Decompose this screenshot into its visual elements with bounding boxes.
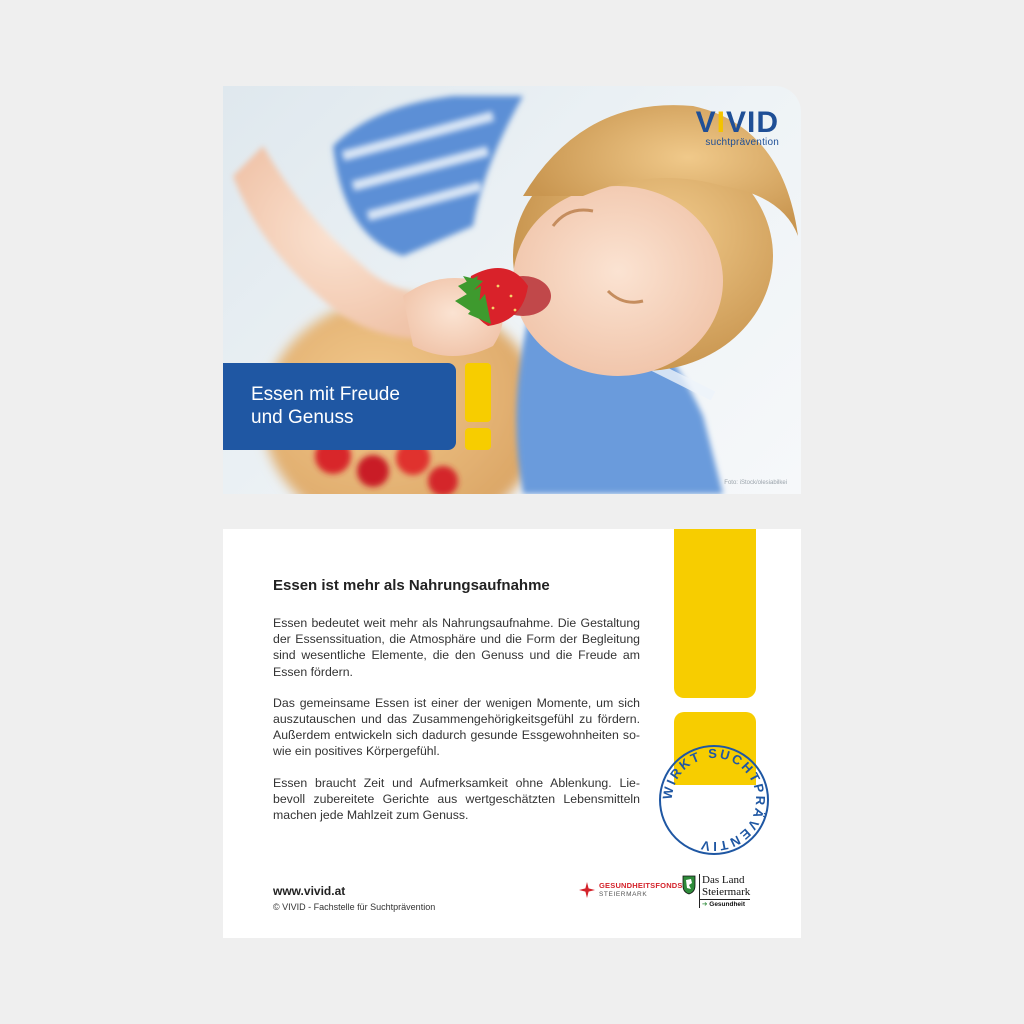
logo-subtitle: suchtprävention <box>705 137 779 148</box>
gesundheitsfonds-logo <box>579 881 683 899</box>
card-title-line2: und Genuss <box>251 407 354 428</box>
stamp-text: WIRKT SUCHTPRÄVENTIV <box>659 745 769 855</box>
copyright: © VIVID - Fachstelle für Suchtprävention <box>273 902 436 912</box>
sponsor2-line3: ➔ Gesundheit <box>702 901 746 908</box>
red-star-icon <box>579 882 595 898</box>
logo-wordmark: VIVID <box>695 106 779 139</box>
card-title-line1: Essen mit Freude <box>251 384 400 405</box>
land-steiermark-logo <box>682 874 750 908</box>
sponsor1-name: GESUNDHEITSFONDS <box>599 881 683 890</box>
vivid-logo <box>696 108 779 148</box>
website-link[interactable]: www.vivid.at <box>273 884 346 898</box>
photo-credit: Foto: iStock/olesiabilkei <box>724 480 787 486</box>
card-title-box <box>223 363 456 450</box>
paragraph-2: Das gemeinsame Essen ist einer der wenigen Momente, um sich auszutauschen und das Zusammengehörigkeitsgefühl zu fördern. Außerdem entwickeln sich dadurch gesunde Essgewohnheiten so-wie ein positives Körpergefühl. <box>273 695 640 759</box>
exclamation-bar <box>465 363 491 422</box>
back-card <box>223 529 801 938</box>
sponsor1-region: STEIERMARK <box>599 891 648 898</box>
back-heading: Essen ist mehr als Nahrungsaufnahme <box>273 577 550 594</box>
wirkt-suchtpraeventiv-stamp <box>655 741 773 859</box>
body-text <box>273 615 640 838</box>
panther-crest-icon <box>682 875 696 895</box>
paragraph-3: Essen braucht Zeit und Aufmerksamkeit ohne Ablenkung. Lie-bevoll zubereitete Gerichte aus wertgeschätzten Lebensmitteln machen jede Mahlzeit zum Genuss. <box>273 775 640 823</box>
exclamation-bar-back <box>674 529 756 698</box>
sponsor2-line1: Das Land <box>702 874 745 886</box>
paragraph-1: Essen bedeutet weit mehr als Nahrungsaufnahme. Die Gestaltung der Essenssituation, die Atmosphäre und die Form der Begleitung sind wesentliche Elemente, die den Genuss und die Freude am Essen fördern. <box>273 616 640 679</box>
exclamation-dot <box>465 428 491 450</box>
sponsor2-line2: Steiermark <box>702 886 751 898</box>
front-card <box>223 86 801 494</box>
arrow-icon: ➔ <box>702 901 710 908</box>
